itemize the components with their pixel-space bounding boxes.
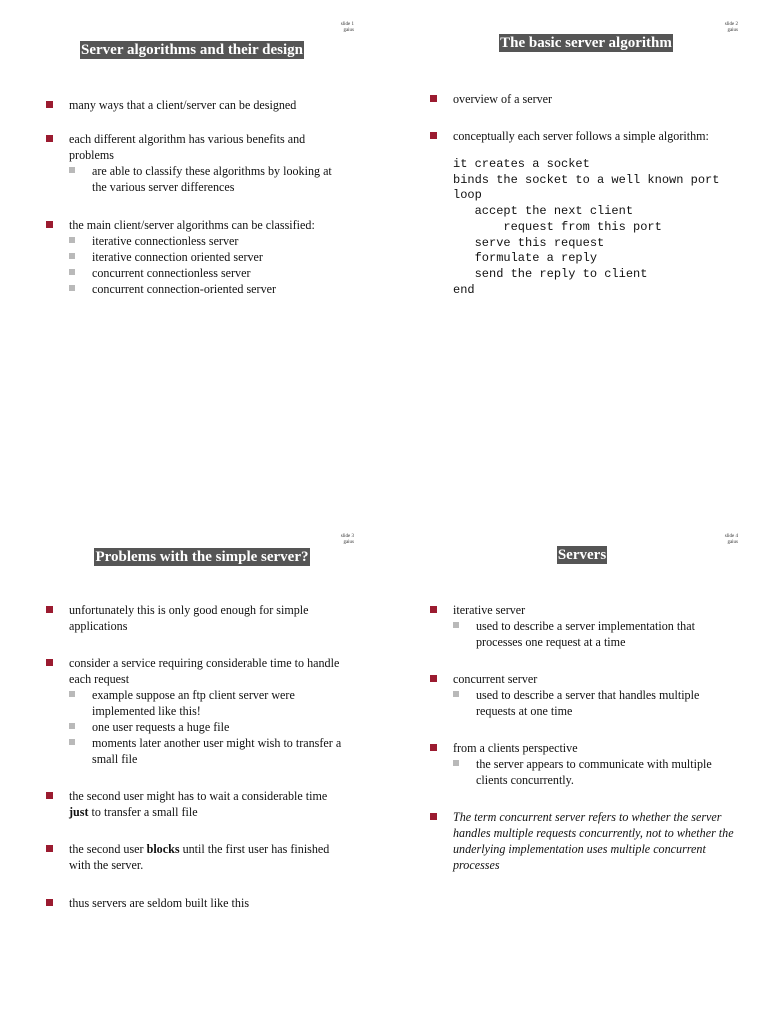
bullet-text: consider a service requiring considerable time to handle each request [69, 656, 340, 686]
slide-1 [0, 0, 384, 512]
sub-bullet-item: one user requests a huge file [69, 719, 346, 735]
bullet-item [430, 740, 740, 788]
sub-bullet-item: iterative connectionless server [69, 233, 346, 249]
bullet-list [46, 602, 346, 911]
slide-label: slide 3 [340, 534, 354, 539]
slide-title: The basic server algorithm [500, 35, 672, 51]
bullet-text: the main client/server algorithms can be classified: [69, 218, 315, 232]
slide-2 [384, 0, 768, 512]
bullet-text: from a clients perspective [453, 741, 578, 755]
bullet-item [46, 841, 346, 873]
bullet-text: the second user might has to wait a considerable time [69, 789, 328, 803]
bullet-text: each different algorithm has various benefits and problems [69, 132, 306, 162]
code-block: it creates a socket binds the socket to a well known port loop accept the next client request from this port serve this request formulate a reply send the reply to client end [453, 157, 720, 297]
sub-bullet-item: concurrent connectionless server [69, 265, 346, 281]
slide-number [725, 534, 738, 546]
sub-bullet-item: moments later another user might wish to transfer a small file [69, 735, 346, 767]
sub-bullet-item: concurrent connection-oriented server [69, 281, 346, 297]
bullet-list [430, 602, 740, 873]
bullet-emphasis: just [69, 805, 89, 819]
slide-label: slide 4 [724, 534, 738, 539]
sub-bullet-item: used to describe a server implementation that processes one request at a time [453, 618, 740, 650]
author-label: gaius [343, 540, 354, 545]
bullet-item [430, 128, 740, 298]
author-label: gaius [343, 28, 354, 33]
bullet-text: concurrent server [453, 672, 538, 686]
bullet-item: thus servers are seldom built like this [46, 895, 346, 911]
bullet-item [46, 655, 346, 767]
bullet-list [430, 91, 740, 298]
sub-bullet-item: example suppose an ftp client server were implemented like this! [69, 687, 346, 719]
slide-number [341, 534, 354, 546]
bullet-text: the second user [69, 842, 144, 856]
sub-bullet-item: iterative connection oriented server [69, 249, 346, 265]
sub-bullet-item: the server appears to communicate with multiple clients concurrently. [453, 756, 740, 788]
slide-label: slide 2 [724, 22, 738, 27]
bullet-emphasis: blocks [146, 842, 180, 856]
bullet-item [430, 671, 740, 719]
author-label: gaius [727, 540, 738, 545]
bullet-item: The term concurrent server refers to whether the server handles multiple requests concurrently, not to whether the underlying implementation uses multiple concurrent processes [430, 809, 740, 873]
slide-title: Problems with the simple server? [95, 549, 309, 565]
slide-number [341, 22, 354, 34]
bullet-list [46, 97, 346, 297]
slide-4 [384, 512, 768, 1024]
bullet-item [46, 217, 346, 297]
bullet-item [46, 131, 346, 195]
bullet-text: until the first user has finished with the server. [69, 842, 330, 872]
author-label: gaius [727, 28, 738, 33]
sub-bullet-item: are able to classify these algorithms by looking at the various server differences [69, 163, 346, 195]
bullet-item: overview of a server [430, 91, 740, 107]
bullet-text: conceptually each server follows a simple algorithm: [453, 129, 709, 143]
slide-label: slide 1 [340, 22, 354, 27]
bullet-item [46, 788, 346, 820]
bullet-item [430, 602, 740, 650]
slide-number [725, 22, 738, 34]
slide-title: Server algorithms and their design [81, 42, 303, 58]
slide-title: Servers [557, 547, 607, 563]
bullet-text: to transfer a small file [91, 805, 198, 819]
slide-3 [0, 512, 384, 1024]
bullet-item: many ways that a client/server can be designed [46, 97, 346, 113]
bullet-text: iterative server [453, 603, 526, 617]
bullet-item: unfortunately this is only good enough for simple applications [46, 602, 346, 634]
sub-bullet-item: used to describe a server that handles multiple requests at one time [453, 687, 740, 719]
